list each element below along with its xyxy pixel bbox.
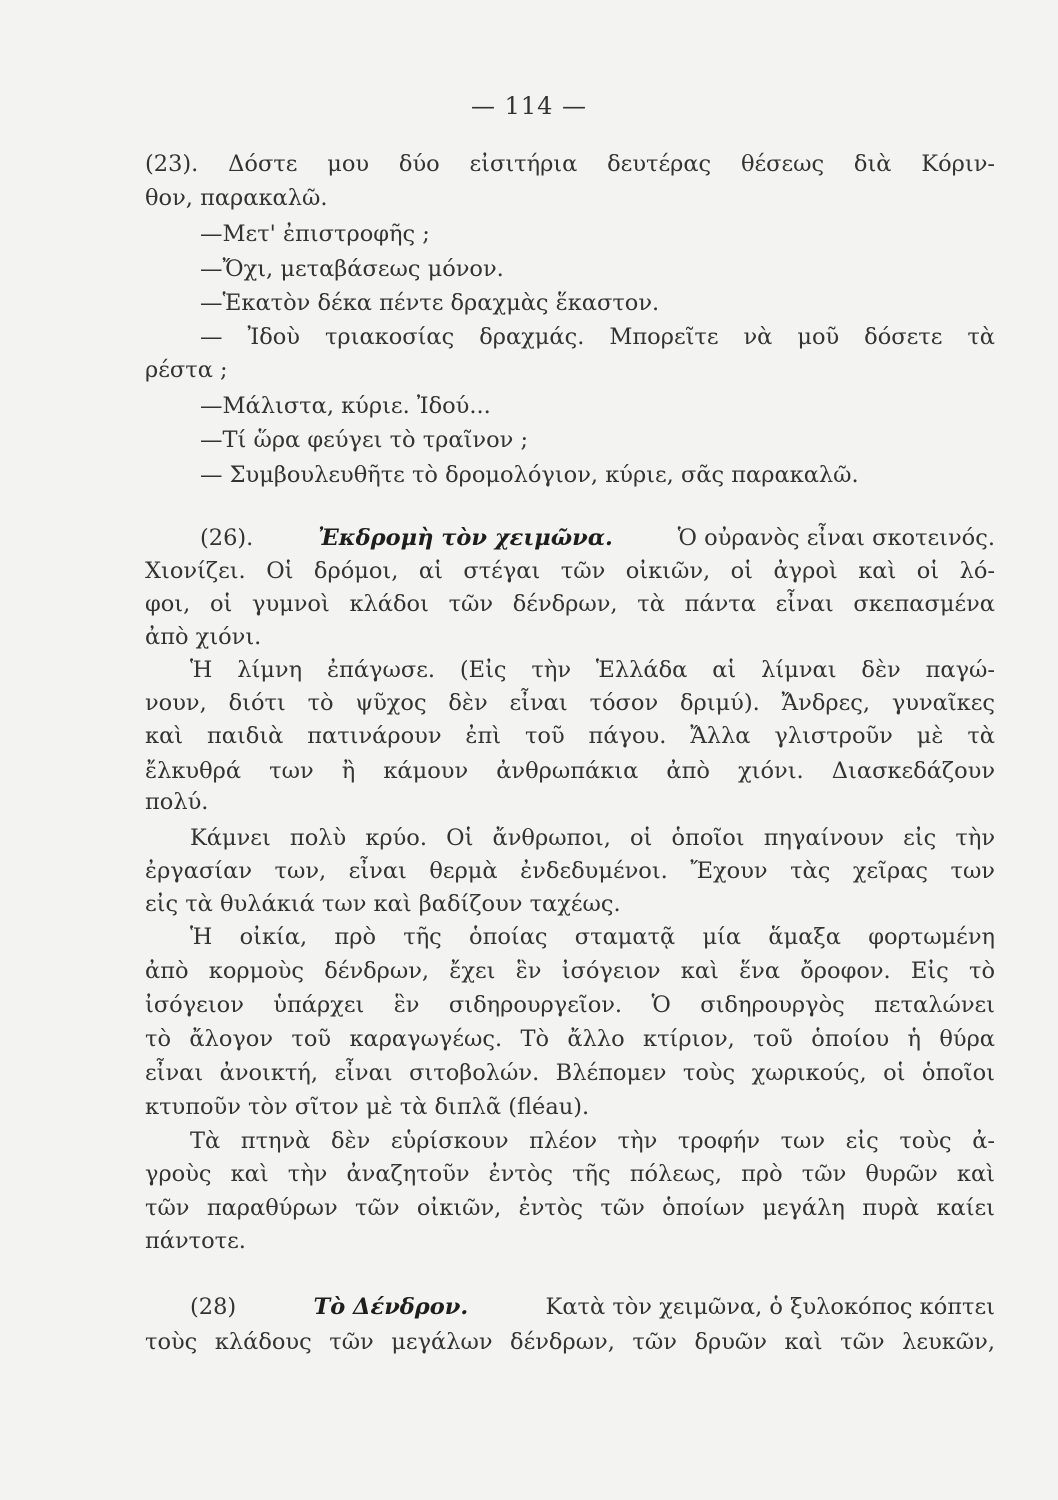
section-number: (26).: [200, 525, 254, 551]
section-title: Τὸ Δένδρον.: [313, 1294, 469, 1320]
text-line: φοι, οἱ γυμνοὶ κλάδοι τῶν δένδρων, τὰ πάντα εἶναι σκεπασμένα: [145, 591, 995, 617]
text-line: κτυποῦν τὸν σῖτον μὲ τὰ διπλᾶ (fléau).: [145, 1094, 590, 1120]
text-line: νουν, διότι τὸ ψῦχος δὲν εἶναι τόσον δριμύ). Ἄνδρες, γυναῖκες: [145, 690, 995, 716]
section-number: (28): [190, 1294, 237, 1320]
text-fragment: Ὁ οὐρανὸς εἶναι σκοτεινός.: [677, 525, 995, 551]
dialogue-line: —Μετ' ἐπιστροφῆς ;: [200, 221, 430, 247]
text-line: Τὰ πτηνὰ δὲν εὑρίσκουν πλέον τὴν τροφήν των εἰς τοὺς ἀ-: [190, 1128, 995, 1154]
text-line: θον, παρακαλῶ.: [145, 185, 328, 211]
page-number: — 114 —: [470, 92, 588, 120]
text-line: Ἡ λίμνη ἐπάγωσε. (Εἰς τὴν Ἑλλάδα αἱ λίμναι δὲν παγώ-: [190, 657, 995, 683]
dialogue-line: —Ἑκατὸν δέκα πέντε δραχμὰς ἕκαστον.: [200, 290, 660, 316]
text-line: ἀπὸ κορμοὺς δένδρων, ἔχει ἓν ἰσόγειον καὶ ἕνα ὄροφον. Εἰς τὸ: [145, 958, 995, 984]
text-line: Κάμνει πολὺ κρύο. Οἱ ἄνθρωποι, οἱ ὁποῖοι πηγαίνουν εἰς τὴν: [190, 825, 995, 851]
text-line: ἰσόγειον ὑπάρχει ἓν σιδηρουργεῖον. Ὁ σιδηρουργὸς πεταλώνει: [145, 992, 995, 1018]
text-line: ρέστα ;: [145, 357, 228, 383]
text-line: πάντοτε.: [145, 1228, 246, 1254]
text-line: εἰς τὰ θυλάκιά των καὶ βαδίζουν ταχέως.: [145, 891, 621, 917]
text-line: ἐργασίαν των, εἶναι θερμὰ ἐνδεδυμένοι. Ἔχουν τὰς χεῖρας των: [145, 858, 995, 884]
text-line: Χιονίζει. Οἱ δρόμοι, αἱ στέγαι τῶν οἰκιῶν, οἱ ἀγροὶ καὶ οἱ λό-: [145, 558, 995, 584]
text-fragment: Κατὰ τὸν χειμῶνα, ὁ ξυλοκόπος κόπτει: [545, 1294, 995, 1320]
section-title: Ἐκδρομὴ τὸν χειμῶνα.: [318, 525, 613, 551]
text-line: ἔλκυθρά των ἢ κάμουν ἀνθρωπάκια ἀπὸ χιόνι. Διασκεδάζουν: [145, 758, 995, 784]
text-line: τῶν παραθύρων τῶν οἰκιῶν, ἐντὸς τῶν ὁποίων μεγάλη πυρὰ καίει: [145, 1195, 995, 1221]
text-line: γροὺς καὶ τὴν ἀναζητοῦν ἐντὸς τῆς πόλεως, πρὸ τῶν θυρῶν καὶ: [145, 1161, 995, 1187]
text-line: πολύ.: [145, 789, 209, 815]
text-line: καὶ παιδιὰ πατινάρουν ἐπὶ τοῦ πάγου. Ἄλλα γλιστροῦν μὲ τὰ: [145, 723, 995, 749]
dialogue-line: — Συμβουλευθῆτε τὸ δρομολόγιον, κύριε, σᾶς παρακαλῶ.: [200, 462, 859, 488]
text-line: εἶναι ἀνοικτή, εἶναι σιτοβολών. Βλέπομεν τοὺς χωρικούς, οἱ ὁποῖοι: [145, 1060, 995, 1086]
text-line: Ἡ οἰκία, πρὸ τῆς ὁποίας σταματᾷ μία ἅμαξα φορτωμένη: [190, 924, 995, 950]
text-line: ἀπὸ χιόνι.: [145, 624, 262, 650]
text-line: τοὺς κλάδους τῶν μεγάλων δένδρων, τῶν δρυῶν καὶ τῶν λευκῶν,: [145, 1329, 995, 1355]
dialogue-line: —Ὄχι, μεταβάσεως μόνον.: [200, 256, 504, 282]
text-line: (23). Δόστε μου δύο εἰσιτήρια δευτέρας θέσεως διὰ Κόριν-: [145, 151, 995, 177]
section-heading-line: [200, 523, 995, 553]
dialogue-line: — Ἰδοὺ τριακοσίας δραχμάς. Μπορεῖτε νὰ μοῦ δόσετε τὰ: [200, 324, 995, 350]
section-heading-line: [190, 1292, 995, 1322]
text-line: τὸ ἄλογον τοῦ καραγωγέως. Τὸ ἄλλο κτίριον, τοῦ ὁποίου ἡ θύρα: [145, 1026, 995, 1052]
dialogue-line: —Τί ὥρα φεύγει τὸ τραῖνον ;: [200, 427, 529, 453]
dialogue-line: —Μάλιστα, κύριε. Ἰδού...: [200, 393, 491, 419]
